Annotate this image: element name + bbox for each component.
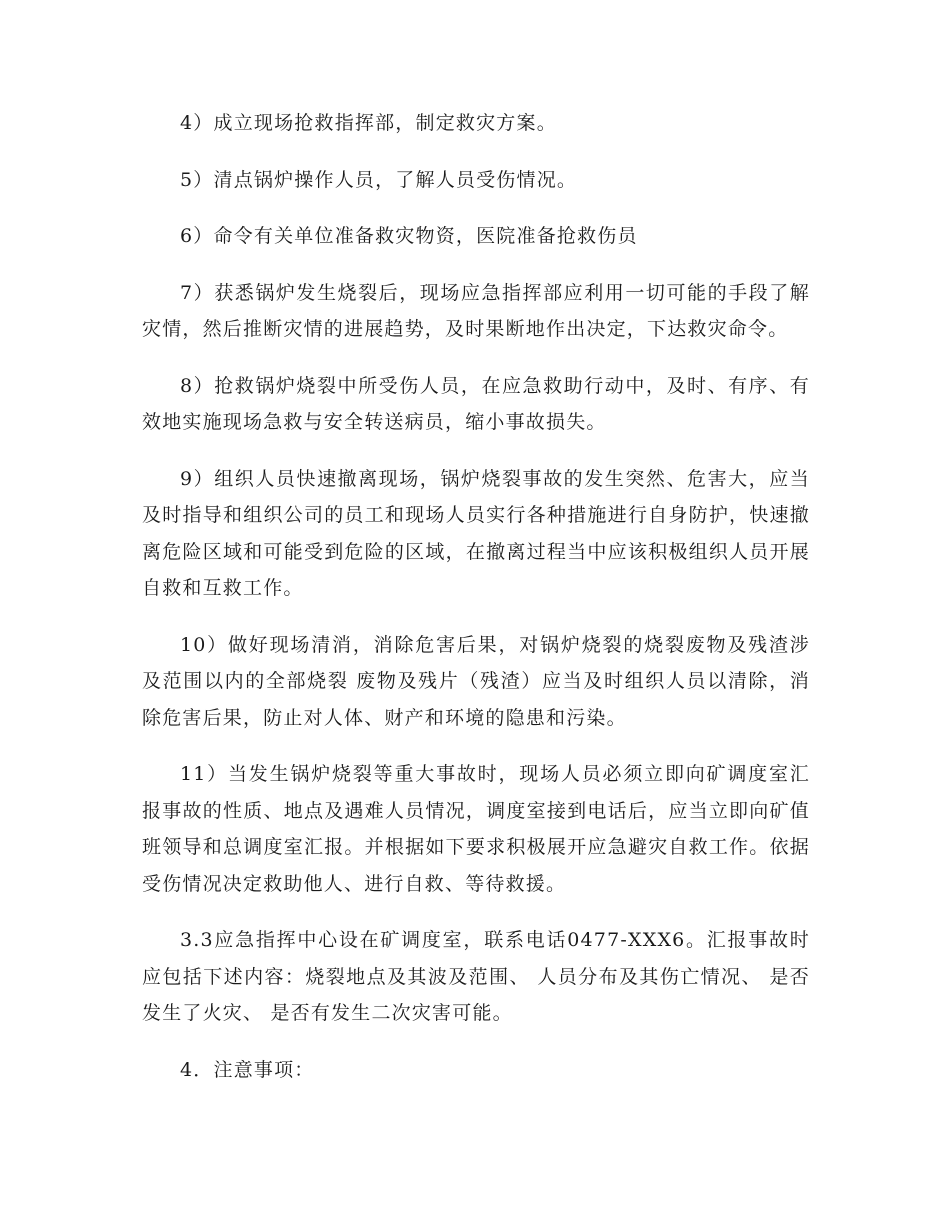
paragraph-item-7: 7）获悉锅炉发生烧裂后，现场应急指挥部应利用一切可能的手段了解灾情，然后推断灾情的进展趋势，及时果断地作出决定，下达救灾命令。 xyxy=(142,281,810,340)
paragraph-item-9: 9）组织人员快速撤离现场，锅炉烧裂事故的发生突然、危害大，应当及时指导和组织公司的员工和现场人员实行各种措施进行自身防护，快速撤离危险区域和可能受到危险的区域，在撤离过程当中应该积极组织人员开展自救和互救工作。 xyxy=(142,467,810,599)
paragraph-item-11: 11）当发生锅炉烧裂等重大事故时，现场人员必须立即向矿调度室汇报事故的性质、地点及遇难人员情况，调度室接到电话后，应当立即向矿值班领导和总调度室汇报。并根据如下要求积极展开应急避灾自救工作。依据受伤情况决定救助他人、进行自救、等待救援。 xyxy=(142,763,810,895)
paragraph-item-4: 4）成立现场抢救指挥部，制定救灾方案。 xyxy=(180,112,557,134)
paragraph-item-6: 6）命令有关单位准备救灾物资，医院准备抢救伤员 xyxy=(180,225,638,247)
paragraph-item-10: 10）做好现场清消，消除危害后果，对锅炉烧裂的烧裂废物及残渣涉及范围以内的全部烧裂 废物及残片（残渣）应当及时组织人员以清除，消除危害后果，防止对人体、财产和环境的隐患和污染。 xyxy=(142,633,810,729)
section-heading-4: 4．注意事项： xyxy=(180,1058,315,1081)
paragraph-item-5: 5）清点锅炉操作人员，了解人员受伤情况。 xyxy=(180,168,578,191)
paragraph-section-3-3: 3.3应急指挥中心设在矿调度室，联系电话0477-XXX6。汇报事故时应包括下述内容：烧裂地点及其波及范围、 人员分布及其伤亡情况、 是否发生了火灾、 是否有发生二次灾害可能。 xyxy=(142,929,810,1024)
paragraph-item-8: 8）抢救锅炉烧裂中所受伤人员，在应急救助行动中，及时、有序、有效地实施现场急救与安全转送病员，缩小事故损失。 xyxy=(142,374,810,433)
